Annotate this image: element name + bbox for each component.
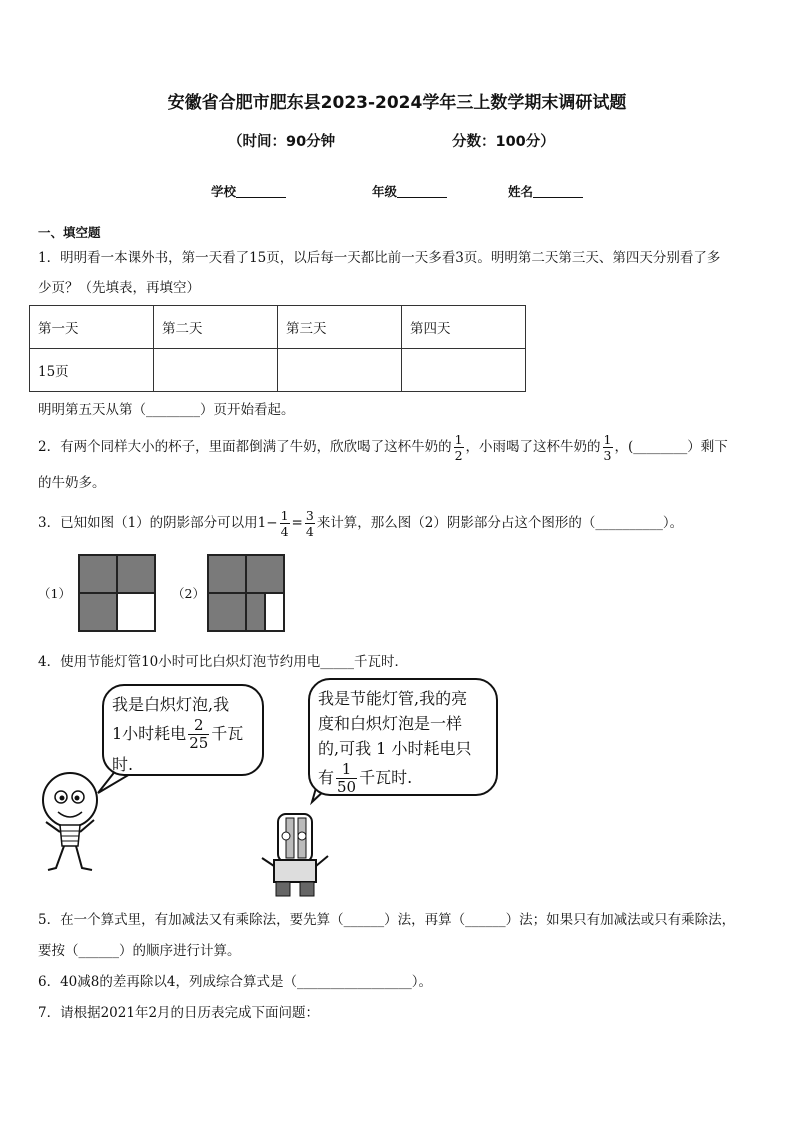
q5-line1: 5．在一个算式里，有加减法又有乘除法，要先算（______）法，再算（______）法；如果只有加减法或只有乘除法， (38, 912, 736, 928)
shaded-cell (246, 555, 284, 593)
fraction (188, 717, 209, 752)
q1-after: 明明第五天从第（________）页开始看起。 (38, 402, 295, 418)
table-header-cell: 第三天 (278, 306, 402, 349)
grade-blank[interactable] (397, 185, 447, 198)
bubble2-text: 千瓦时. (359, 768, 413, 787)
q3-text-b: 来计算，那么图（2）阴影部分占这个图形的（__________）。 (316, 515, 684, 531)
q5-line2: 要按（______）的顺序进行计算。 (38, 943, 241, 959)
shaded-cell (208, 593, 246, 631)
bubble1-line2 (112, 717, 254, 752)
shaded-cell (79, 593, 117, 631)
school-blank[interactable] (236, 185, 286, 198)
school-label: 学校 (211, 184, 237, 199)
figure1-square (78, 554, 156, 632)
q6-text: 6．40减8的差再除以4，列成综合算式是（_________________）。 (38, 974, 432, 990)
denominator: 50 (337, 778, 357, 796)
table-cell-blank[interactable] (278, 349, 402, 392)
equals-sign: = (291, 515, 303, 531)
shaded-half-cell (246, 593, 265, 631)
table-cell-blank[interactable] (402, 349, 526, 392)
q2-text-a: 2．有两个同样大小的杯子，里面都倒满了牛奶，欣欣喝了这杯牛奶的 (38, 439, 452, 455)
section-heading: 一、填空题 (38, 225, 101, 240)
table-row (30, 349, 526, 392)
q1-line1: 1．明明看一本课外书，第一天看了15页，以后每一天都比前一天多看3页。明明第二天第三天、第四天分别看了多 (38, 250, 721, 266)
numerator: 1 (454, 432, 463, 447)
q2-text-b: ，小雨喝了这杯牛奶的 (465, 439, 601, 455)
bubble2-line4 (318, 761, 488, 796)
q2-line1 (38, 432, 728, 463)
name-label: 姓名 (508, 184, 534, 199)
q2-line2: 的牛奶多。 (38, 475, 106, 491)
numerator: 1 (336, 761, 357, 779)
bubble1-text: 1小时耗电 (112, 724, 187, 743)
bubble1-line3: 时. (112, 755, 134, 774)
page-title: 安徽省合肥市肥东县2023-2024学年三上数学期末调研试题 (167, 93, 627, 113)
table-header-cell: 第四天 (402, 306, 526, 349)
bubble2-line3: 的,可我 1 小时耗电只 (318, 739, 472, 758)
figure1-label: （1） (38, 586, 71, 601)
table-header-cell: 第二天 (154, 306, 278, 349)
numerator: 3 (305, 508, 314, 523)
denominator: 25 (189, 734, 209, 752)
fraction (454, 432, 464, 463)
shaded-cell (117, 555, 155, 593)
name-field (508, 182, 583, 200)
numerator: 1 (603, 432, 612, 447)
fraction (280, 508, 290, 539)
exam-time: （时间：90分钟 (228, 134, 336, 150)
grade-label: 年级 (372, 184, 398, 199)
bubble1-text: 千瓦 (211, 724, 244, 743)
q2-text-c: ，(________）剩下 (614, 439, 728, 455)
bubble2-line1: 我是节能灯管,我的亮 (318, 689, 468, 708)
denominator: 2 (454, 448, 463, 463)
bubble2-line2: 度和白炽灯泡是一样 (318, 714, 463, 733)
bubble2-text: 有 (318, 768, 335, 787)
tube-speech-bubble (308, 678, 498, 796)
shaded-cell (79, 555, 117, 593)
name-blank[interactable] (533, 185, 583, 198)
fraction (336, 761, 357, 796)
shaded-cell (208, 555, 246, 593)
fraction (305, 508, 315, 539)
figure2-square (207, 554, 285, 632)
bubble1-line1: 我是白炽灯泡,我 (112, 695, 230, 714)
table-cell-blank[interactable] (154, 349, 278, 392)
q3-text-a: 3．已知如图（1）的阴影部分可以用1− (38, 515, 278, 531)
numerator: 1 (280, 508, 289, 523)
unshaded-half-cell (265, 593, 284, 631)
q7-text: 7．请根据2021年2月的日历表完成下面问题： (38, 1005, 320, 1021)
light-bulb-character-icon (36, 770, 106, 880)
denominator: 3 (603, 448, 612, 463)
table-header-cell: 第一天 (30, 306, 154, 349)
q4-text: 4．使用节能灯管10小时可比白炽灯泡节约用电_____千瓦时． (38, 654, 409, 670)
school-field (211, 182, 286, 200)
table-header-row (30, 306, 526, 349)
denominator: 4 (280, 524, 289, 539)
q3-line (38, 508, 683, 539)
fraction (603, 432, 613, 463)
grade-field (372, 182, 447, 200)
figure2-label: （2） (172, 586, 205, 601)
q1-line2: 少页？（先填表，再填空） (38, 280, 200, 296)
numerator: 2 (188, 717, 209, 735)
fluorescent-tube-character-icon (256, 808, 336, 903)
bulb-speech-bubble (102, 684, 264, 776)
denominator: 4 (305, 524, 314, 539)
table-cell: 15页 (30, 349, 154, 392)
exam-score: 分数：100分） (452, 134, 555, 150)
q1-table (29, 305, 526, 392)
unshaded-cell (117, 593, 155, 631)
